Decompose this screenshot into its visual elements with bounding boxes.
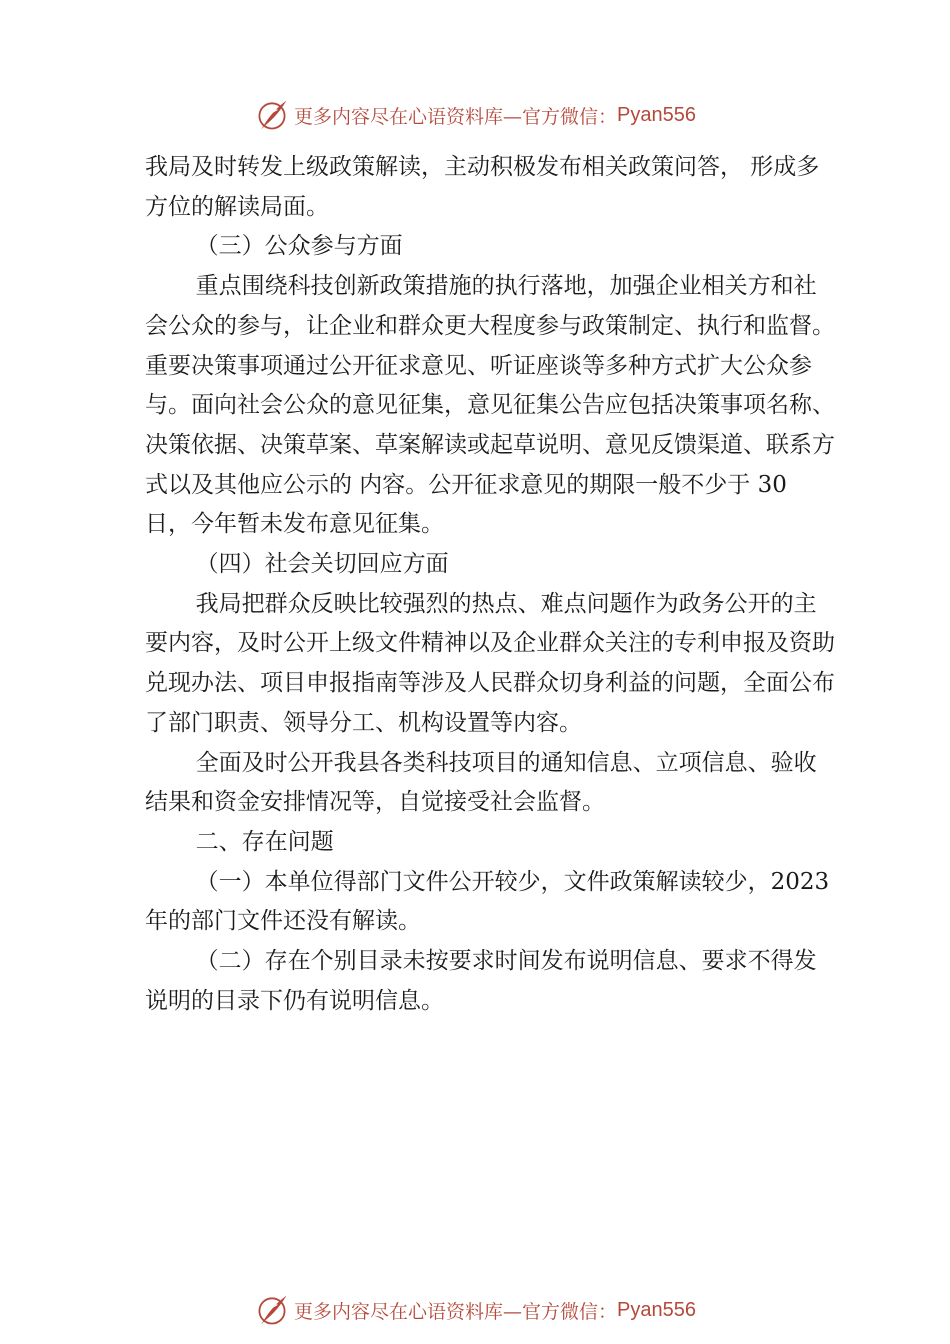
- problem-item-1: （一）本单位得部门文件公开较少，文件政策解读较少，2023 年的部门文件还没有解读。: [145, 868, 830, 935]
- banner-text: 更多内容尽在心语资料库—官方微信：: [294, 105, 618, 128]
- document-body: [145, 148, 835, 1021]
- banner-wechat-id: Pyan556: [617, 1298, 696, 1321]
- feather-pen-logo-icon: [254, 1292, 290, 1328]
- feather-pen-logo-icon: [254, 97, 290, 133]
- paragraph-continuation: 我局及时转发上级政策解读，主动积极发布相关政策问答， 形成多方位的解读局面。: [145, 154, 820, 220]
- section-heading-problems: 二、存在问题: [195, 828, 334, 855]
- footer-watermark-banner: [0, 1290, 950, 1330]
- paragraph-public-participation: 重点围绕科技创新政策措施的执行落地，加强企业相关方和社会公众的参与，让企业和群众更大程度参与政策制定、执行和监督。重要决策事项通过公开征求意见、听证座谈等多种方式扩大公众参与。面向社会公众的意见征集，意见征集公告应包括决策事项名称、决策依据、决策草案、草案解读或起草说明、意见反馈渠道、联系方式以及其他应公示的 内容。公开征求意见的期限一般不少于 30 日，今年暂未发布意见征集。: [145, 273, 835, 538]
- banner-wechat-id: Pyan556: [617, 103, 696, 126]
- paragraph-project-disclosure: 全面及时公开我县各类科技项目的通知信息、立项信息、验收结果和资金安排情况等，自觉接受社会监督。: [145, 749, 817, 816]
- section-heading-public-participation: （三）公众参与方面: [195, 233, 403, 260]
- problem-item-2: （二）存在个别目录未按要求时间发布说明信息、要求不得发说明的目录下仍有说明信息。: [145, 948, 817, 1014]
- banner-text: 更多内容尽在心语资料库—官方微信：: [294, 1300, 618, 1323]
- section-heading-social-concern: （四）社会关切回应方面: [195, 551, 449, 578]
- paragraph-social-concern: 我局把群众反映比较强烈的热点、难点问题作为政务公开的主要内容，及时公开上级文件精神以及企业群众关注的专利申报及资助兑现办法、项目申报指南等涉及人民群众切身利益的问题，全面公布了部门职责、领导分工、机构设置等内容。: [145, 590, 835, 736]
- header-watermark-banner: [0, 95, 950, 135]
